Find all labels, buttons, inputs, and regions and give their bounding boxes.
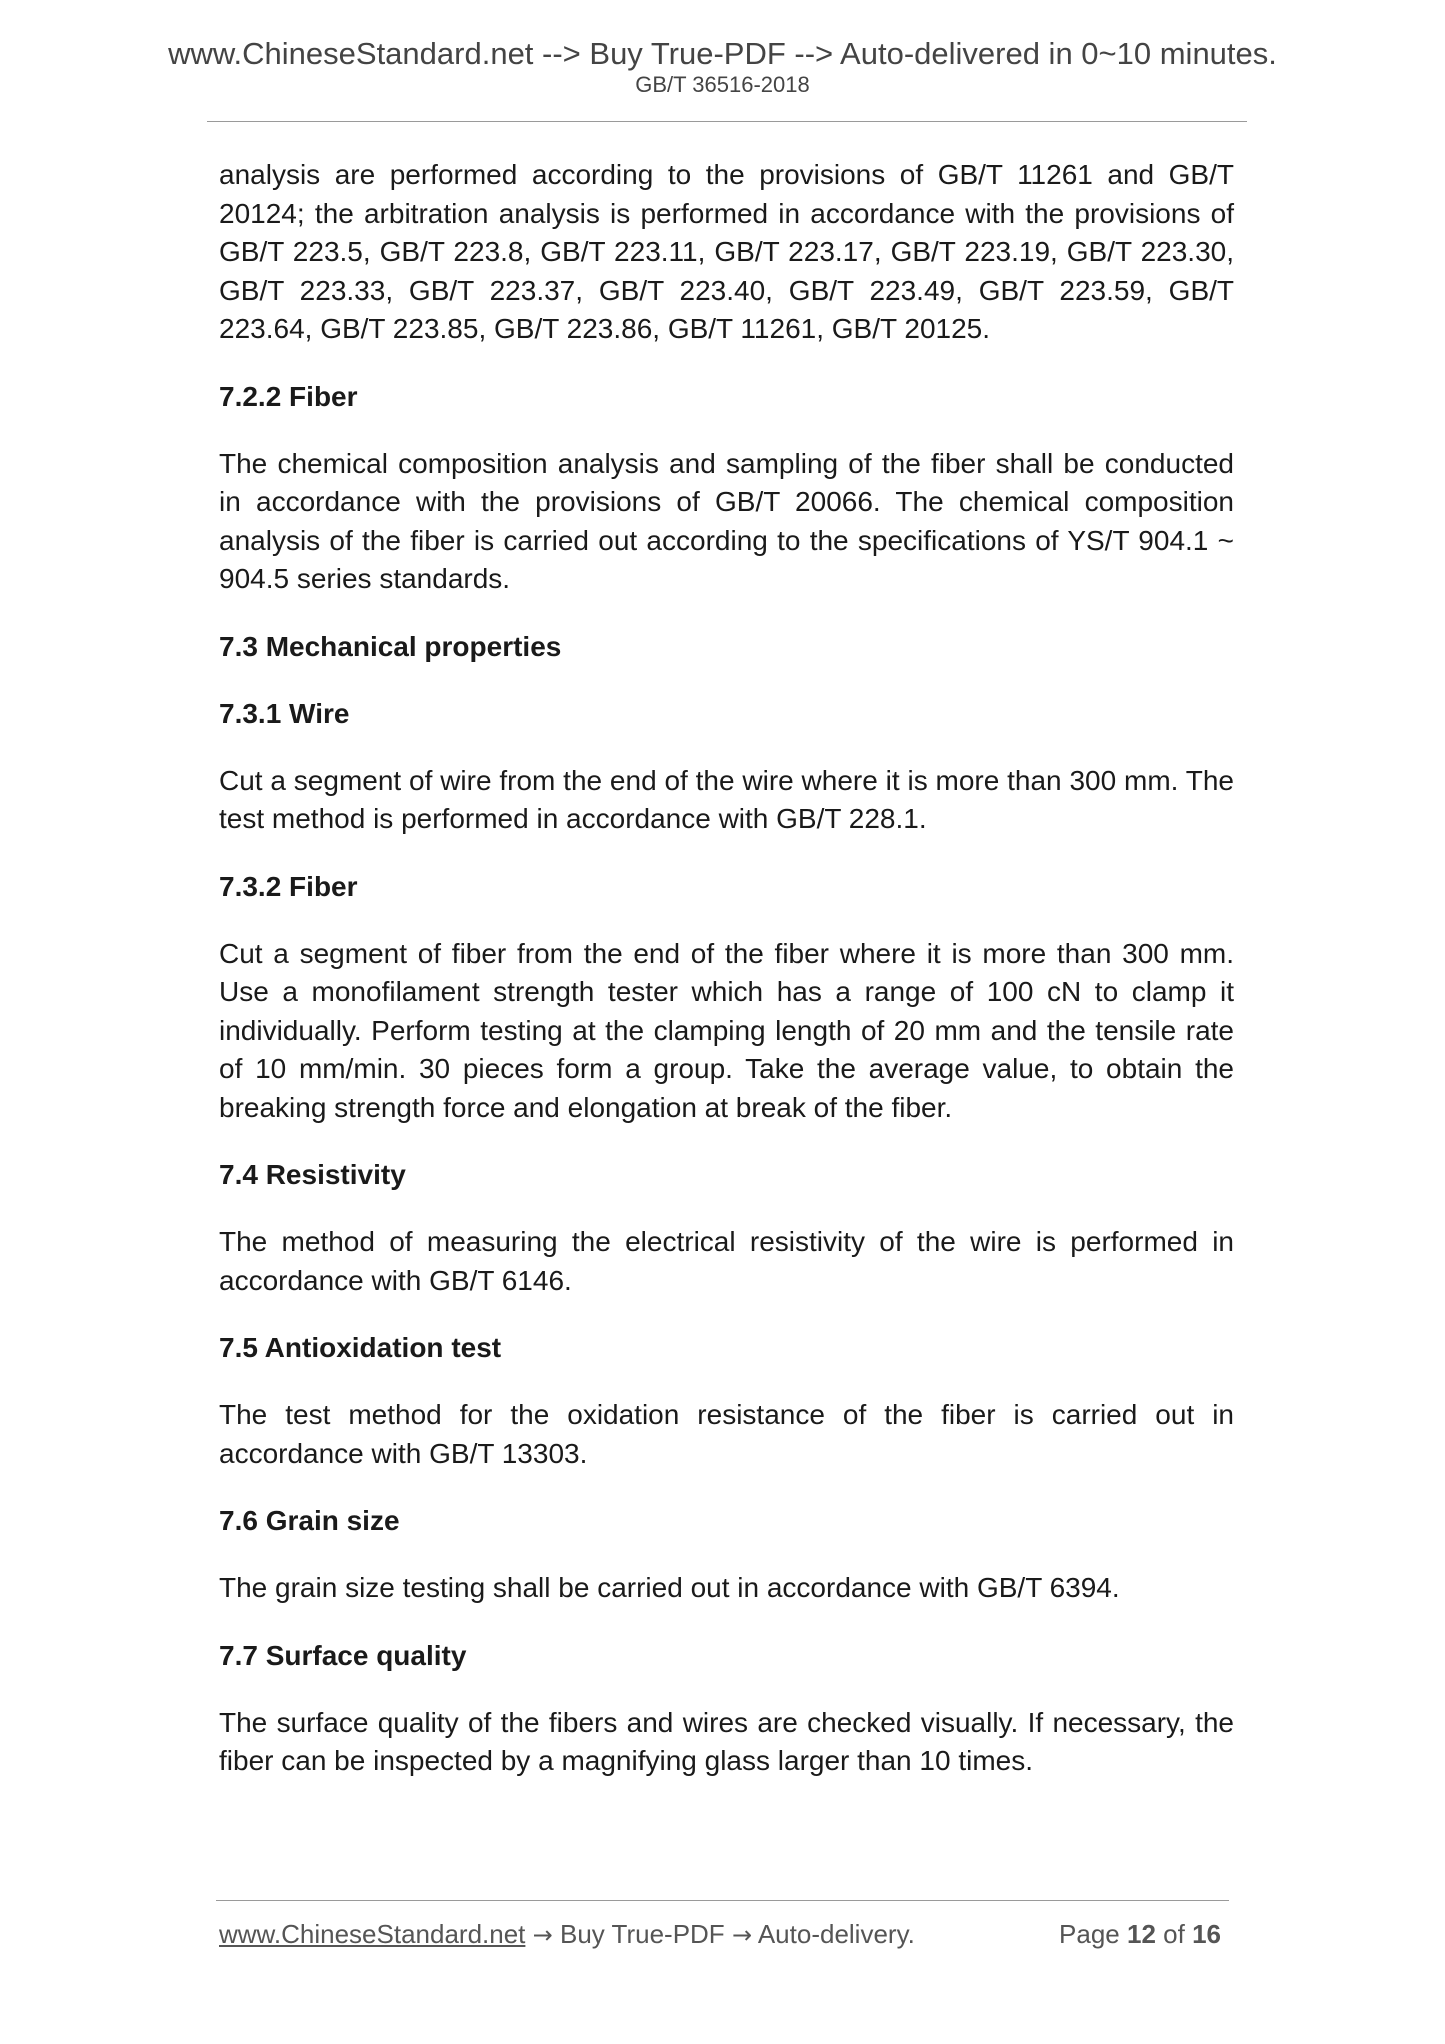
top-banner[interactable]: www.ChineseStandard.net --> Buy True-PDF --> Auto-delivered in 0~10 minutes.	[168, 36, 1277, 71]
heading-7-3: 7.3 Mechanical properties	[219, 630, 562, 662]
paragraph-7-3-2: Cut a segment of fiber from the end of the fiber where it is more than 300 mm. Use a monofilament strength tester which has a range of 100 cN to clamp it individually. Perform testing at the clamping length of 20 mm and the tensile rate of 10 mm/min. 30 pieces form a group. Take the average value, to obtain the breaking strength force and elongation at break of the fiber.	[219, 937, 1234, 1123]
document-code: GB/T 36516-2018	[635, 72, 810, 97]
paragraph-7-7: The surface quality of the fibers and wires are checked visually. If necessary, the fiber can be inspected by a magnifying glass larger than 10 times.	[219, 1706, 1234, 1776]
page-current: 12	[1127, 1919, 1156, 1949]
paragraph-7-4: The method of measuring the electrical resistivity of the wire is performed in accordance with GB/T 6146.	[219, 1226, 1234, 1296]
heading-7-3-1: 7.3.1 Wire	[219, 697, 350, 729]
heading-7-7: 7.7 Surface quality	[219, 1639, 467, 1671]
page-label: Page	[1059, 1919, 1120, 1949]
heading-7-3-2: 7.3.2 Fiber	[219, 870, 358, 902]
document-body	[219, 156, 1234, 1810]
page-of-label: of	[1163, 1919, 1185, 1949]
paragraph-7-5: The test method for the oxidation resistance of the fiber is carried out in accordance with GB/T 13303.	[219, 1399, 1234, 1469]
heading-7-4: 7.4 Resistivity	[219, 1159, 406, 1190]
footer-site-link[interactable]: www.ChineseStandard.net	[219, 1919, 526, 1949]
paragraph-7-6: The grain size testing shall be carried out in accordance with GB/T 6394.	[219, 1572, 1120, 1603]
footer-buy-text: Buy True-PDF	[559, 1919, 725, 1949]
page-indicator	[1059, 1917, 1221, 1951]
paragraph-7-2-2: The chemical composition analysis and sampling of the fiber shall be conducted in accordance with the provisions of GB/T 20066. The chemical composition analysis of the fiber is carried out according to the specifications of YS/T 904.1 ~ 904.5 series standards.	[219, 447, 1234, 594]
paragraph-intro: analysis are performed according to the provisions of GB/T 11261 and GB/T 20124; the arbitration analysis is performed in accordance with the provisions of GB/T 223.5, GB/T 223.8, GB/T 223.11, GB/T 223.17, GB/T 223.19, GB/T 223.30, GB/T 223.33, GB/T 223.37, GB/T 223.40, GB/T 223.49, GB/T 223.59, GB/T 223.64, GB/T 223.85, GB/T 223.86, GB/T 11261, GB/T 20125.	[219, 159, 1234, 344]
footer-delivery-text: Auto-delivery.	[757, 1919, 915, 1949]
paragraph-7-3-1: Cut a segment of wire from the end of the wire where it is more than 300 mm. The test method is performed in accordance with GB/T 228.1.	[219, 764, 1234, 834]
header-divider	[207, 121, 1247, 122]
page-total: 16	[1192, 1919, 1221, 1949]
heading-7-5: 7.5 Antioxidation test	[219, 1332, 502, 1363]
arrow-right-icon: →	[731, 1921, 753, 1949]
heading-7-2-2: 7.2.2 Fiber	[219, 380, 358, 412]
page-footer	[219, 1917, 1229, 1952]
footer-divider	[216, 1900, 1229, 1901]
heading-7-6: 7.6 Grain size	[219, 1505, 400, 1536]
arrow-right-icon: →	[532, 1921, 553, 1949]
